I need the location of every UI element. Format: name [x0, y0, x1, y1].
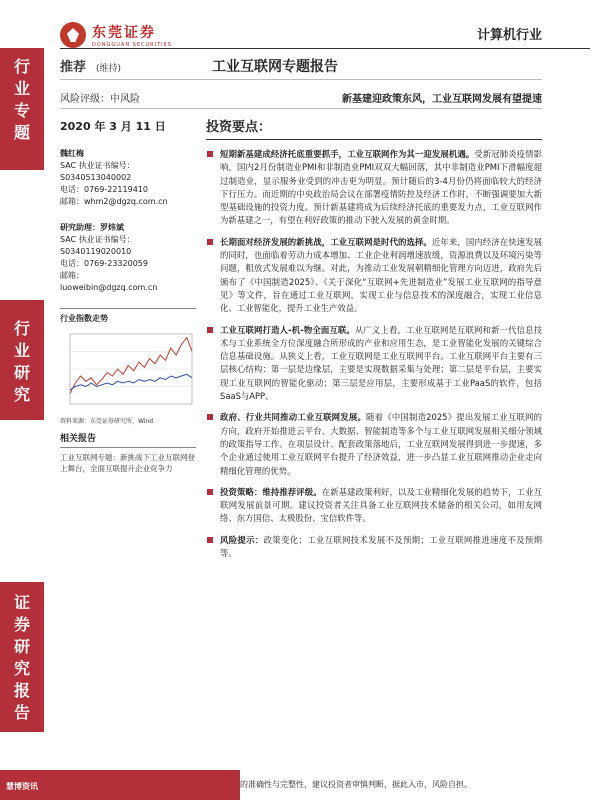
- report-title: 工业互联网专题报告: [212, 59, 338, 75]
- main-content: [206, 116, 542, 568]
- related-report-link[interactable]: 工业互联网专题：新挑战下工业互联网登上舞台，全面互联提升企业竞争力: [60, 453, 195, 473]
- maintain-label: (维持): [96, 64, 122, 74]
- company-logo: [60, 22, 172, 48]
- point-3: 工业互联网打造人-机-物全面互联。从广义上看，工业互联网是互联网和新一代信息技术与工业系统全方位深度融合所形成的产业和应用生态，是工业智能化发展的关键综合信息基础设施。从狭义上看，工业互联网是工业互联网平台。工业互联网平台主要有三层核心结构：第一层是边缘层，主要是实现数据采集与处理；第二层是平台层，主要实现工业互联网的智能化驱动；第三层是应用层，主要形成基于工业PaaS的软件，包括SaaS与APP。: [206, 324, 542, 404]
- chart-source: 资料来源：东莞证券研究所，Wind: [60, 418, 154, 425]
- analyst-info: 魏红梅 SAC 执业证书编号： S0340513040002 电话：0769-22119410 邮箱：whm2@dgzq.com.cn: [60, 149, 168, 206]
- side-band-report: 证券研究报告: [0, 582, 44, 732]
- disclaimer-footer: 的准确性与完整性，建议投资者审慎判断，据此入市，风险自担。: [240, 780, 472, 789]
- trend-chart-svg: [60, 328, 196, 414]
- main-heading: 投资要点：: [206, 116, 542, 140]
- logo-name-cn: 东莞证券: [92, 25, 156, 41]
- bottom-band: [0, 770, 240, 800]
- related-heading: 相关报告: [60, 434, 97, 444]
- series-line-2: [70, 374, 192, 390]
- divider: [60, 79, 542, 80]
- trend-chart: [60, 328, 196, 414]
- industry-label: 计算机行业: [476, 28, 542, 43]
- report-date: 2020 年 3 月 11 日: [60, 120, 166, 133]
- bottom-band-label: 慧博资讯: [6, 782, 38, 791]
- divider: [60, 108, 542, 109]
- assistant-info: 研究助理：罗炜斌 SAC 执业证书编号： S0340119020010 电话：0769-23320059 邮箱： luoweibin@dgzq.com.cn: [60, 223, 158, 292]
- point-5: 投资策略：维持推荐评级。在新基建政策利好，以及工业精细化发展的趋势下，工业互联网发展前景可期。建议投资者关注具备工业互联网技术储备的相关公司，如用友网络、东方国信、太极股份、宝信软件等。: [206, 486, 542, 526]
- side-band-research: 行业研究: [0, 300, 44, 420]
- logo-icon: [60, 22, 86, 48]
- recommendation: 推荐 (维持): [60, 60, 122, 75]
- trend-chart-heading: 行业指数走势: [60, 314, 108, 323]
- point-2: 长期面对经济发展的新挑战，工业互联网是时代的选择。近年来，国内经济在快速发展的同时，也面临着劳动力成本增加、工业企业利润增速放缓，资源浪费以及环境污染等问题，粗放式发展难以为继。对此，为推动工业发展朝精细化管理方向迈进，政府先后颁布了《中国制造2025》、《关于深化“互联网+先进制造业”发展工业互联网的指导意见》等文件，旨在通过工业互联网，实现工业与信息技术的深度融合，实现工业信息化、工业智能化，提升工业生产效益。: [206, 236, 542, 316]
- risk-rating: 风险评级：中风险: [60, 94, 140, 105]
- point-4: 政府、行业共同推动工业互联网发展。随着《中国制造2025》提出发展工业互联网的方向，政府开始推进云平台、大数据、智能制造等多个与工业互联网发展相关细分领域的政策指导工作。在项层设计、配套政策落地后，工业互联网发展得到进一步提速，多个企业通过使用工业互联网平台提升了经济效益，进一步凸显工业互联网推动企业走向精细化管理的优势。: [206, 411, 542, 477]
- point-6: 风险提示：政策变化；工业互联网技术发展不及预期；工业互联网推进速度不及预期等。: [206, 534, 542, 561]
- side-band-topic: 行业专题: [0, 48, 44, 170]
- left-column: [60, 118, 196, 474]
- logo-name-en: DONGGUAN SECURITIES: [92, 42, 172, 48]
- header-divider: [60, 48, 590, 49]
- point-1: 短期新基建成经济托底重要抓手，工业互联网作为其一迎发展机遇。受新冠肺炎疫情影响，国内2月份制造业PMI和非制造业PMI双双大幅回落，其中非制造业PMI下滑幅度超过制造业，显示服务业受到的冲击更为明显。预计随后的3-4月份仍将面临较大的经济下行压力。而近期的中央政治局会议在部署疫情防控及经济工作时，不断强调要加大新型基础设施的投资力度。预计新基建将成为后续经济托底的重要发力点，工业互联网作为新基建之一，有望在利好政策的推动下驶入发展的黄金时期。: [206, 148, 542, 228]
- report-subtitle: 新基建迎政策东风，工业互联网发展有望提速: [342, 94, 542, 105]
